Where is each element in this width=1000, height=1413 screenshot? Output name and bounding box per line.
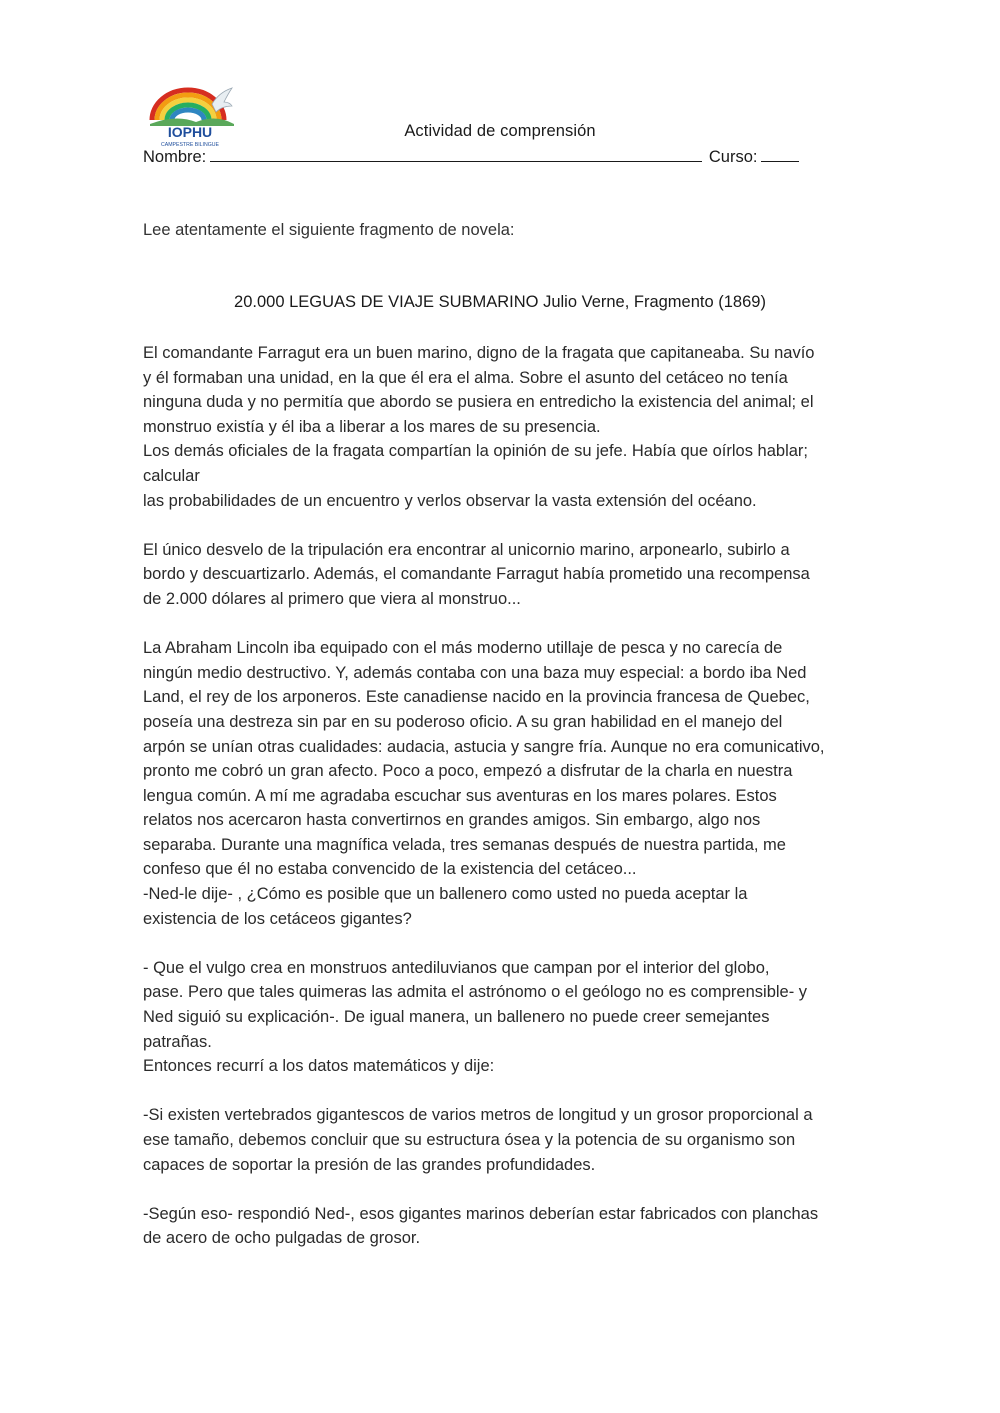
passage-line: ninguna duda y no permitía que abordo se pusiera en entredicho la existencia del animal; el [143,393,814,412]
passage-line: -Ned-le dije- , ¿Cómo es posible que un ballenero como usted no pueda aceptar la [143,885,748,904]
passage-line: las probabilidades de un encuentro y verlos observar la vasta extensión del océano. [143,491,757,510]
passage-line: -Si existen vertebrados gigantescos de varios metros de longitud y un grosor proporcional a [143,1106,813,1125]
passage-line: pronto me cobró un gran afecto. Poco a poco, empezó a disfrutar de la charla en nuestra [143,762,793,781]
course-field[interactable] [761,147,799,162]
student-info-line [143,147,799,167]
fragment-title: 20.000 LEGUAS DE VIAJE SUBMARINO Julio Verne, Fragmento (1869) [234,293,766,311]
course-label: Curso: [708,148,758,166]
passage-line: separaba. Durante una magnífica velada, tres semanas después de nuestra partida, me [143,835,786,854]
passage-line: Entonces recurrí a los datos matemáticos y dije: [143,1057,495,1076]
passage-line: Ned siguió su explicación-. De igual manera, un ballenero no puede creer semejantes [143,1008,770,1027]
name-label: Nombre: [143,148,207,166]
passage-line: lengua común. A mí me agradaba escuchar sus aventuras en los mares polares. Estos [143,786,777,805]
passage-line: La Abraham Lincoln iba equipado con el más moderno utillaje de pesca y no carecía de [143,639,783,658]
passage-line: de 2.000 dólares al primero que viera al monstruo... [143,589,521,608]
logo-text: IOPHU [167,124,213,140]
paragraph-gap [143,612,863,637]
passage-line: -Según eso- respondió Ned-, esos gigantes marinos deberían estar fabricados con planchas [143,1204,819,1223]
passage-line: Land, el rey de los arponeros. Este canadiense nacido en la provincia francesa de Quebec, [143,688,810,707]
passage-line: ese tamaño, debemos concluir que su estructura ósea y la potencia de su organismo son [143,1131,796,1149]
passage-line: El comandante Farragut era un buen marino, digno de la fragata que capitaneaba. Su navío [143,344,815,362]
school-logo [146,84,238,152]
paragraph-gap [143,1079,863,1104]
passage-line: relatos nos acercaron hasta convertirnos en grandes amigos. Sin embargo, algo nos [143,811,761,830]
passage-line: patrañas. [143,1032,212,1051]
passage-line: arpón se unían otras cualidades: audacia, astucia y sangre fría. Aunque no era comunicativo, [143,737,825,756]
passage-line: capaces de soportar la presión de las grandes profundidades. [143,1155,596,1174]
name-field[interactable] [210,147,702,162]
passage-line: bordo y descuartizarlo. Además, el comandante Farragut había prometido una recompensa [143,565,810,584]
passage-line: existencia de los cetáceos gigantes? [143,909,412,928]
passage-line: monstruo existía y él iba a liberar a los mares de su presencia. [143,417,601,436]
passage-line: confeso que él no estaba convencido de la existencia del cetáceo... [143,860,637,879]
passage-line: y él formaban una unidad, en la que él era el alma. Sobre el asunto del cetáceo no tenía [143,368,788,387]
passage-line: El único desvelo de la tripulación era encontrar al unicornio marino, arponearlo, subirlo a [143,540,790,559]
passage-line: calcular [143,466,200,485]
paragraph-gap [143,931,863,956]
passage-line: - Que el vulgo crea en monstruos antediluvianos que campan por el interior del globo, [143,958,770,977]
passage-line: ningún medio destructivo. Y, además contaba con una baza muy especial: a bordo iba Ned [143,663,807,682]
worksheet-title: Actividad de comprensión [404,122,596,140]
paragraph-gap [143,513,863,538]
reading-passage [143,341,863,1251]
passage-line: Los demás oficiales de la fragata compartían la opinión de su jefe. Había que oírlos hablar; [143,442,808,461]
logo-subtext: CAMPESTRE BILINGUE [161,142,219,148]
paragraph-gap [143,1177,863,1202]
passage-line: pase. Pero que tales quimeras las admita el astrónomo o el geólogo no es comprensible- y [143,983,808,1002]
passage-line: poseía una destreza sin par en su poderoso oficio. A su gran habilidad en el manejo del [143,712,783,731]
instruction-text: Lee atentamente el siguiente fragmento de novela: [143,221,515,239]
passage-line: de acero de ocho pulgadas de grosor. [143,1229,421,1248]
